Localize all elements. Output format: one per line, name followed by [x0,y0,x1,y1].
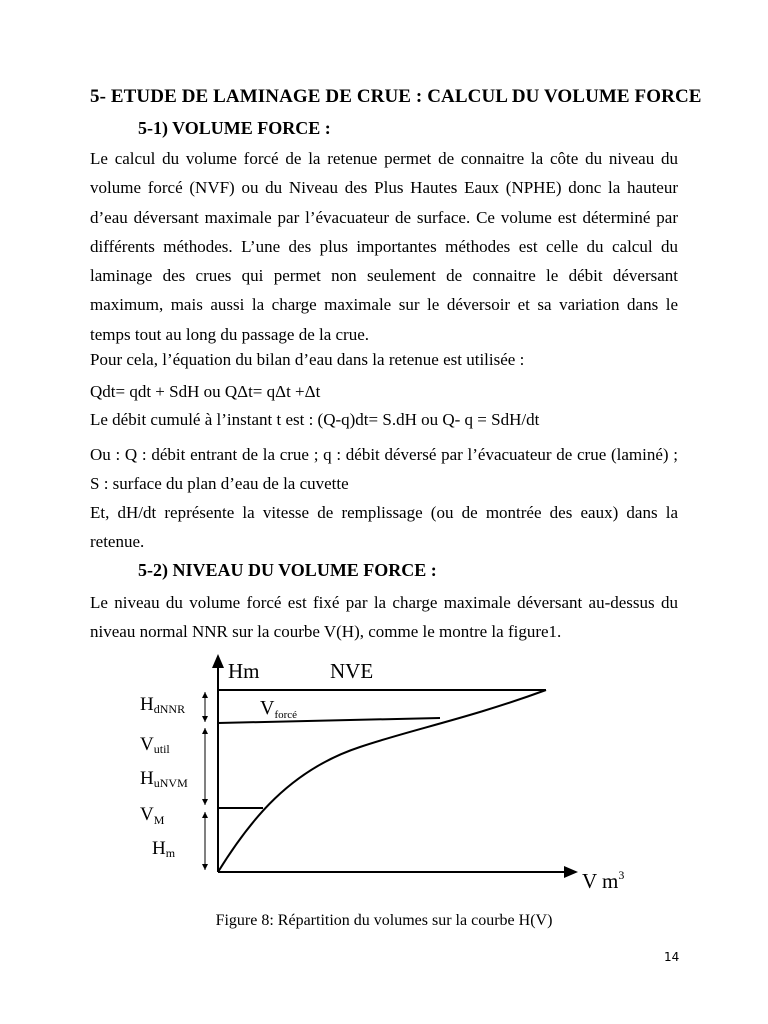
paragraph-debit-cumule: Le débit cumulé à l’instant t est : (Q-q)dt= S.dH ou Q- q = SdH/dt [90,410,540,429]
subsection-title-niveau: 5-2) NIVEAU DU VOLUME FORCE : [138,560,437,580]
label-hunvm: HuNVM [140,768,188,790]
equation-bilan: Qdt= qdt + SdH ou QΔt= qΔt +Δt [90,382,321,401]
x-axis-arrow [564,866,578,878]
label-vm: $V_M$ [140,804,165,827]
section-heading: 5- ETUDE DE LAMINAGE DE CRUE : CALCUL DU VOLUME FORCE [90,86,702,107]
y-axis-arrow [212,654,224,668]
vforce-label: $V_{forcé}$ [260,697,298,721]
page-number: 14 [664,950,680,964]
figure-caption: Figure 8: Répartition du volumes sur la courbe H(V) [215,912,553,929]
x-axis-label: V $m^3$ [582,868,625,893]
label-vutil: Vutil [140,734,170,756]
nve-label: NVE [330,659,374,683]
label-hm: Hm [152,838,176,860]
volume-curve-figure [130,650,650,900]
paragraph-vitesse: Et, dH/dt représente la vitesse de remplissage (ou de montrée des eaux) dans la retenue. [90,503,678,552]
y-axis-label: Hm [228,659,260,683]
vforce-line [218,718,440,723]
subsection-title-volume-force: 5-1) VOLUME FORCE : [138,118,331,138]
paragraph-definitions: Ou : Q : débit entrant de la crue ; q : débit déversé par l’évacuateur de crue (laminé) ; S : surface du plan d’eau de la cuvette [90,445,678,494]
paragraph-bilan: Pour cela, l’équation du bilan d’eau dans la retenue est utilisée : [90,350,525,369]
label-hdnnr: HdNNR [140,694,186,716]
paragraph-niveau: Le niveau du volume forcé est fixé par la charge maximale déversant au-dessus du niveau normal NNR sur la courbe V(H), comme le montre la figure1. [90,593,678,642]
paragraph-volume-force: Le calcul du volume forcé de la retenue permet de connaitre la côte du niveau du volume forcé (NVF) ou du Niveau des Plus Hautes Eaux (NPHE) donc la hauteur d’eau déversant maximale par l’évacuateur de surface. Ce volume est déterminé par différents méthodes. L’une des plus importantes méthodes est celle du calcul du laminage des crues qui permet non seulement de connaitre le débit déversant maximum, mais aussi la charge maximale sur le déversoir et sa variation dans le temps tout au long du passage de la crue. [90,149,678,344]
